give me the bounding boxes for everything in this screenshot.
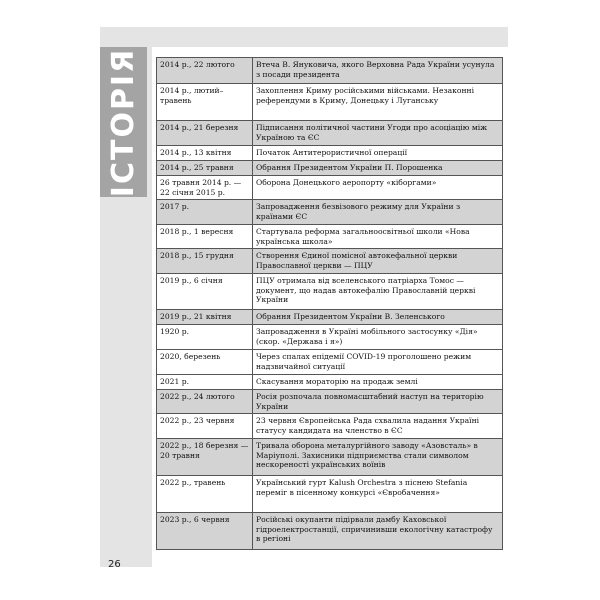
event-description: Тривала оборона металургійного заводу «Азовсталь» в Маріуполі. Захисники підприємства стали символом нескореності українських воїнів	[253, 439, 503, 476]
event-description: Обрання Президентом України В. Зеленського	[253, 310, 503, 325]
event-description: Скасування мораторію на продаж землі	[253, 375, 503, 390]
event-description: Запровадження безвізового режиму для України з країнами ЄС	[253, 200, 503, 225]
event-description: ПЦУ отримала від вселенського патріарха Томос — документ, що надав автокефалію Православній церкві України	[253, 274, 503, 310]
event-date: 2021 р.	[157, 375, 253, 390]
table-row	[157, 225, 503, 249]
event-date: 2022 р., травень	[157, 476, 253, 513]
event-date: 2020, березень	[157, 350, 253, 375]
event-date: 2014 р., 21 березня	[157, 121, 253, 146]
table-row	[157, 350, 503, 375]
table-row	[157, 513, 503, 550]
table-row	[157, 390, 503, 414]
event-description: Росія розпочала повномасштабний наступ на територію України	[253, 390, 503, 414]
event-description: Запровадження в Україні мобільного застосунку «Дія» (скор. «Держава і я»)	[253, 325, 503, 350]
event-date: 1920 р.	[157, 325, 253, 350]
table-row	[157, 121, 503, 146]
event-description: Створення Єдиної помісної автокефальної церкви Православної церкви — ПЦУ	[253, 249, 503, 274]
table-row	[157, 325, 503, 350]
event-date: 2022 р., 23 червня	[157, 414, 253, 439]
table-row	[157, 249, 503, 274]
event-date: 2018 р., 15 грудня	[157, 249, 253, 274]
event-date: 2017 р.	[157, 200, 253, 225]
event-date: 2014 р., 25 травня	[157, 161, 253, 176]
table-row	[157, 200, 503, 225]
table-row	[157, 274, 503, 310]
event-description: Захоплення Криму російськими військами. Незаконні референдуми в Криму, Донецьку і Луганську	[253, 84, 503, 121]
event-date: 2014 р., 13 квітня	[157, 146, 253, 161]
event-date: 26 травня 2014 р. — 22 січня 2015 р.	[157, 176, 253, 200]
event-date: 2018 р., 1 вересня	[157, 225, 253, 249]
event-date: 2019 р., 21 квітня	[157, 310, 253, 325]
section-tab-label: ІСТОРІЯ	[106, 47, 141, 197]
event-date: 2022 р., 18 березня — 20 травня	[157, 439, 253, 476]
event-date: 2019 р., 6 січня	[157, 274, 253, 310]
event-description: Підписання політичної частини Угоди про асоціацію між Україною та ЄС	[253, 121, 503, 146]
event-date: 2014 р., лютий–травень	[157, 84, 253, 121]
table-row	[157, 476, 503, 513]
event-date: 2014 р., 22 лютого	[157, 58, 253, 84]
page-number: 26	[108, 559, 121, 570]
table-row	[157, 58, 503, 84]
table-row	[157, 439, 503, 476]
event-description: Російські окупанти підірвали дамбу Каховської гідроелектростанції, спричинивши екологічну катастрофу в регіоні	[253, 513, 503, 550]
event-description: 23 червня Європейська Рада схвалила надання Україні статусу кандидата на членство в ЄС	[253, 414, 503, 439]
section-tab	[100, 47, 147, 197]
table-row	[157, 146, 503, 161]
event-date: 2022 р., 24 лютого	[157, 390, 253, 414]
event-description: Через спалах епідемії COVID-19 проголошено режим надзвичайної ситуації	[253, 350, 503, 375]
event-description: Стартувала реформа загальноосвітньої школи «Нова українська школа»	[253, 225, 503, 249]
event-description: Обрання Президентом України П. Порошенка	[253, 161, 503, 176]
event-description: Український гурт Kalush Orchestra з піснею Stefania переміг в пісенному конкурсі «Євробачення»	[253, 476, 503, 513]
table-row	[157, 375, 503, 390]
event-date: 2023 р., 6 червня	[157, 513, 253, 550]
table-row	[157, 176, 503, 200]
event-description: Початок Антитерористичної операції	[253, 146, 503, 161]
chronology-table	[156, 57, 503, 550]
table-row	[157, 84, 503, 121]
header-band	[100, 27, 508, 47]
table-row	[157, 414, 503, 439]
table-row	[157, 310, 503, 325]
table-row	[157, 161, 503, 176]
event-description: Втеча В. Януковича, якого Верховна Рада України усунула з посади президента	[253, 58, 503, 84]
event-description: Оборона Донецького аеропорту «кіборгами»	[253, 176, 503, 200]
